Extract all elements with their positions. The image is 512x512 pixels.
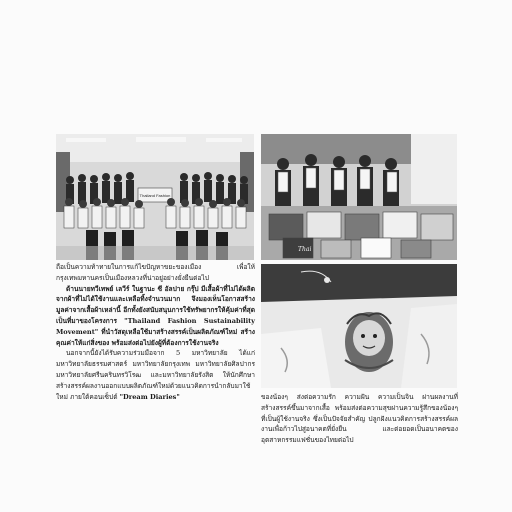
left-paragraph-3-body: นอกจากนี้ยังได้รับความร่วมมือจาก 5 มหาวิทยาลัย ได้แก่ มหาวิทยาลัยธรรมศาสตร์ มหาวิทยาลัยกรุงเทพ มหาวิทยาลัยศิลปากร มหาวิทยาลัยศรีนครินทรวิโรฒ และมหาวิทยาลัยรังสิต ให้นักศึกษาสร้างสรรค์ผลงานออกแบบผลิตภัณฑ์ใหม่ด้วยแนวคิดการนำกลับมาใช้ใหม่ ภายใต้คอนเซ็ปต์ [56,349,255,401]
left-paragraph-1: ถือเป็นความท้าทายในการแก้ไขปัญหาขยะของเมือง เพื่อให้กรุงเทพมหานครเป็นเมืองหลวงที่น่าอยู่อย่างยั่งยืนต่อไป [56,263,255,282]
left-paragraph-2-quote: "Thailand Fashion Sustainability Movement" [56,316,255,336]
shirts-photo [261,264,457,388]
group-photo [56,134,254,260]
booth-photo [261,134,457,260]
left-paragraph-2-end: ที่นำวัสดุเหลือใช้มาสร้างสรรค์เป็นผลิตภัณฑ์ใหม่ สร้างคุณค่าให้แก่สิ่งของ พร้อมส่งต่อไปยังผู้ที่ต้องการใช้งานจริง [56,327,255,347]
left-paragraph-3 [56,348,255,402]
left-paragraph-2 [56,284,255,349]
shirt-tag-text: Thai [298,246,312,253]
banner-text: Thailand Fashion [139,193,171,198]
right-column [261,392,458,446]
left-paragraph-2-bold: ด้านนายทวีเทพย์ เลวีร์ ในฐานะ ซี อัลปาย กรุ๊ป มีเสื้อผ้าที่ไม่ได้ผลิตจากผ้าที่ไม่ได้ใช้งานและเหลือทิ้งจำนวนมาก จึงมองเห็นโอกาสสร้างมูลค่าจากเสื้อผ้าเหล่านี้ อีกทั้งยังสนับสนุนการใช้ทรัพยากรให้คุ้มค่าที่สุด เป็นที่มาของโครงการ [56,284,255,325]
left-column [56,262,255,402]
right-paragraph-1: ของน้องๆ ส่งต่อความรัก ความฝัน ความเป็นจิน ผ่านผลงานที่สร้างสรรค์ขึ้นมาจากเสื้อ พร้อมส่งต่อความสุขผ่านความรู้สึกของน้องๆ ที่เป็นผู้ใช้งานจริง ซึ่งเป็นปัจจัยสำคัญ ปลูกฝังแนวคิดการสร้างสรรค์ผลงานเพื่อก้าวไปสู่อนาคตที่ยั่งยืน และต่อยอดเป็นอนาคตของอุตสาหกรรมแฟชั่นของไทยต่อไป [261,393,458,445]
left-paragraph-3-quote: "Dream Diaries" [119,392,180,401]
